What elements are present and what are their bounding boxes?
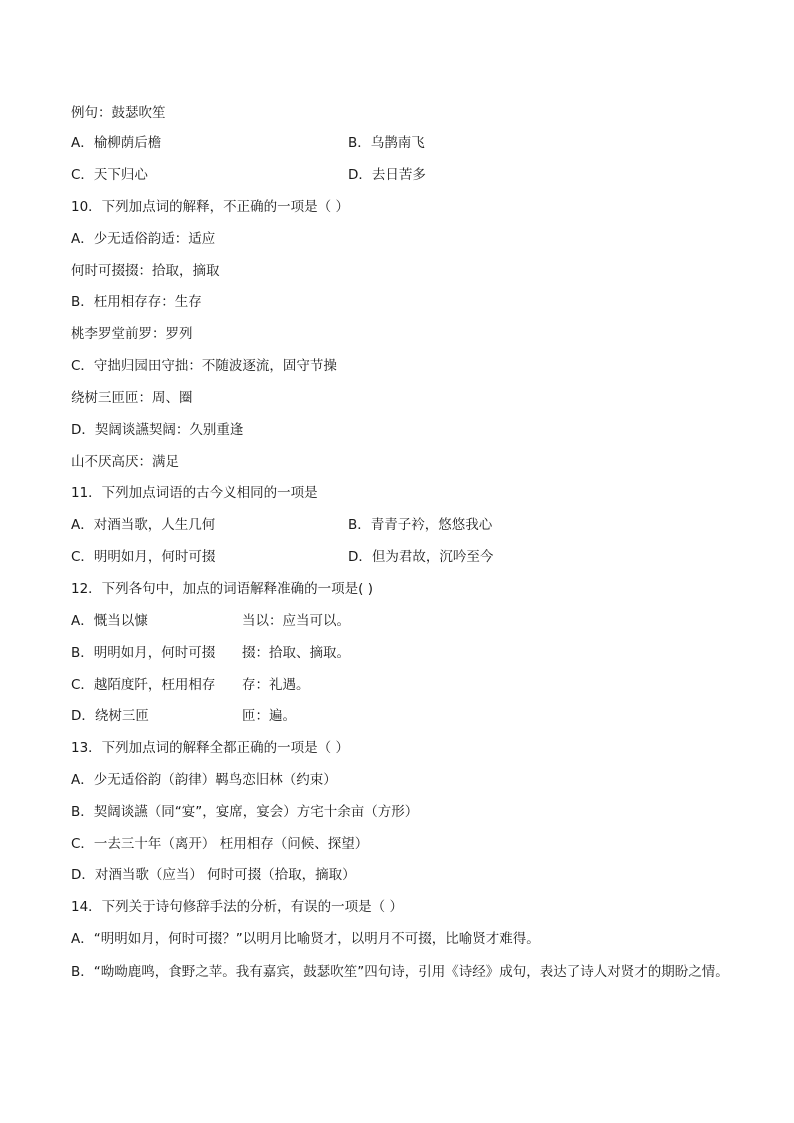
q12-option-b-sentence: B．明明如月，何时可掇 [71,645,216,661]
q10-option-a-line1: A．少无适俗韵适：适应 [71,231,216,247]
q9-option-d: D．去日苦多 [348,167,426,183]
q14-option-b: B．“呦呦鹿鸣，食野之苹。我有嘉宾，鼓瑟吹笙”四句诗，引用《诗经》成句，表达了诗人对贤才的期盼之情。 [71,964,729,980]
q12-option-a-gloss: 当以：应当可以。 [242,613,350,629]
q10-option-b-line2: 桃李罗堂前罗：罗列 [71,326,193,342]
q10-option-b-line1: B．枉用相存存：生存 [71,294,202,310]
q10-option-d-line1: D．契阔谈讌契阔：久别重逢 [71,422,244,438]
q12-option-a-sentence: A．慨当以慷 [71,613,148,629]
q9-option-a: A．榆柳荫后檐 [71,135,162,151]
q11-option-a: A．对酒当歌，人生几何 [71,517,216,533]
q11-option-d: D．但为君故，沉吟至今 [348,549,494,565]
q10-option-c-line1: C．守拙归园田守拙：不随波逐流，固守节操 [71,358,337,374]
q11-option-c: C．明明如月，何时可掇 [71,549,216,565]
q13-option-d: D．对酒当歌（应当） 何时可掇（拾取，摘取） [71,867,356,883]
q10-option-c-line2: 绕树三匝匝：周、圈 [71,390,193,406]
q12-option-d-sentence: D．绕树三匝 [71,708,149,724]
q11-option-b: B．青青子衿，悠悠我心 [348,517,493,533]
q10-option-a-line2: 何时可掇掇：拾取，摘取 [71,263,220,279]
q12-option-c-sentence: C．越陌度阡，枉用相存 [71,677,216,693]
q12-stem: 12．下列各句中，加点的词语解释准确的一项是( ) [71,581,374,597]
q12-option-c-gloss: 存：礼遇。 [242,677,310,693]
q13-option-c: C．一去三十年（离开） 枉用相存（问候、探望） [71,836,369,852]
q11-stem: 11．下列加点词语的古今义相同的一项是 [71,485,318,501]
q13-stem: 13．下列加点词的解释全都正确的一项是（ ） [71,740,349,756]
q14-stem: 14．下列关于诗句修辞手法的分析，有误的一项是（ ） [71,899,403,915]
example-sentence: 例句：鼓瑟吹笙 [71,105,166,121]
q10-option-d-line2: 山不厌高厌：满足 [71,454,179,470]
q13-option-b: B．契阔谈讌（同“宴”，宴席，宴会）方宅十余亩（方形） [71,804,419,820]
q14-option-a: A．“明明如月，何时可掇？”以明月比喻贤才，以明月不可掇，比喻贤才难得。 [71,931,540,947]
q12-option-d-gloss: 匝：遍。 [242,708,296,724]
q13-option-a: A．少无适俗韵（韵律）羁鸟恋旧林（约束） [71,772,337,788]
q12-option-b-gloss: 掇：拾取、摘取。 [242,645,350,661]
q9-option-b: B．乌鹊南飞 [348,135,425,151]
q9-option-c: C．天下归心 [71,167,148,183]
q10-stem: 10．下列加点词的解释，不正确的一项是（ ） [71,199,349,215]
